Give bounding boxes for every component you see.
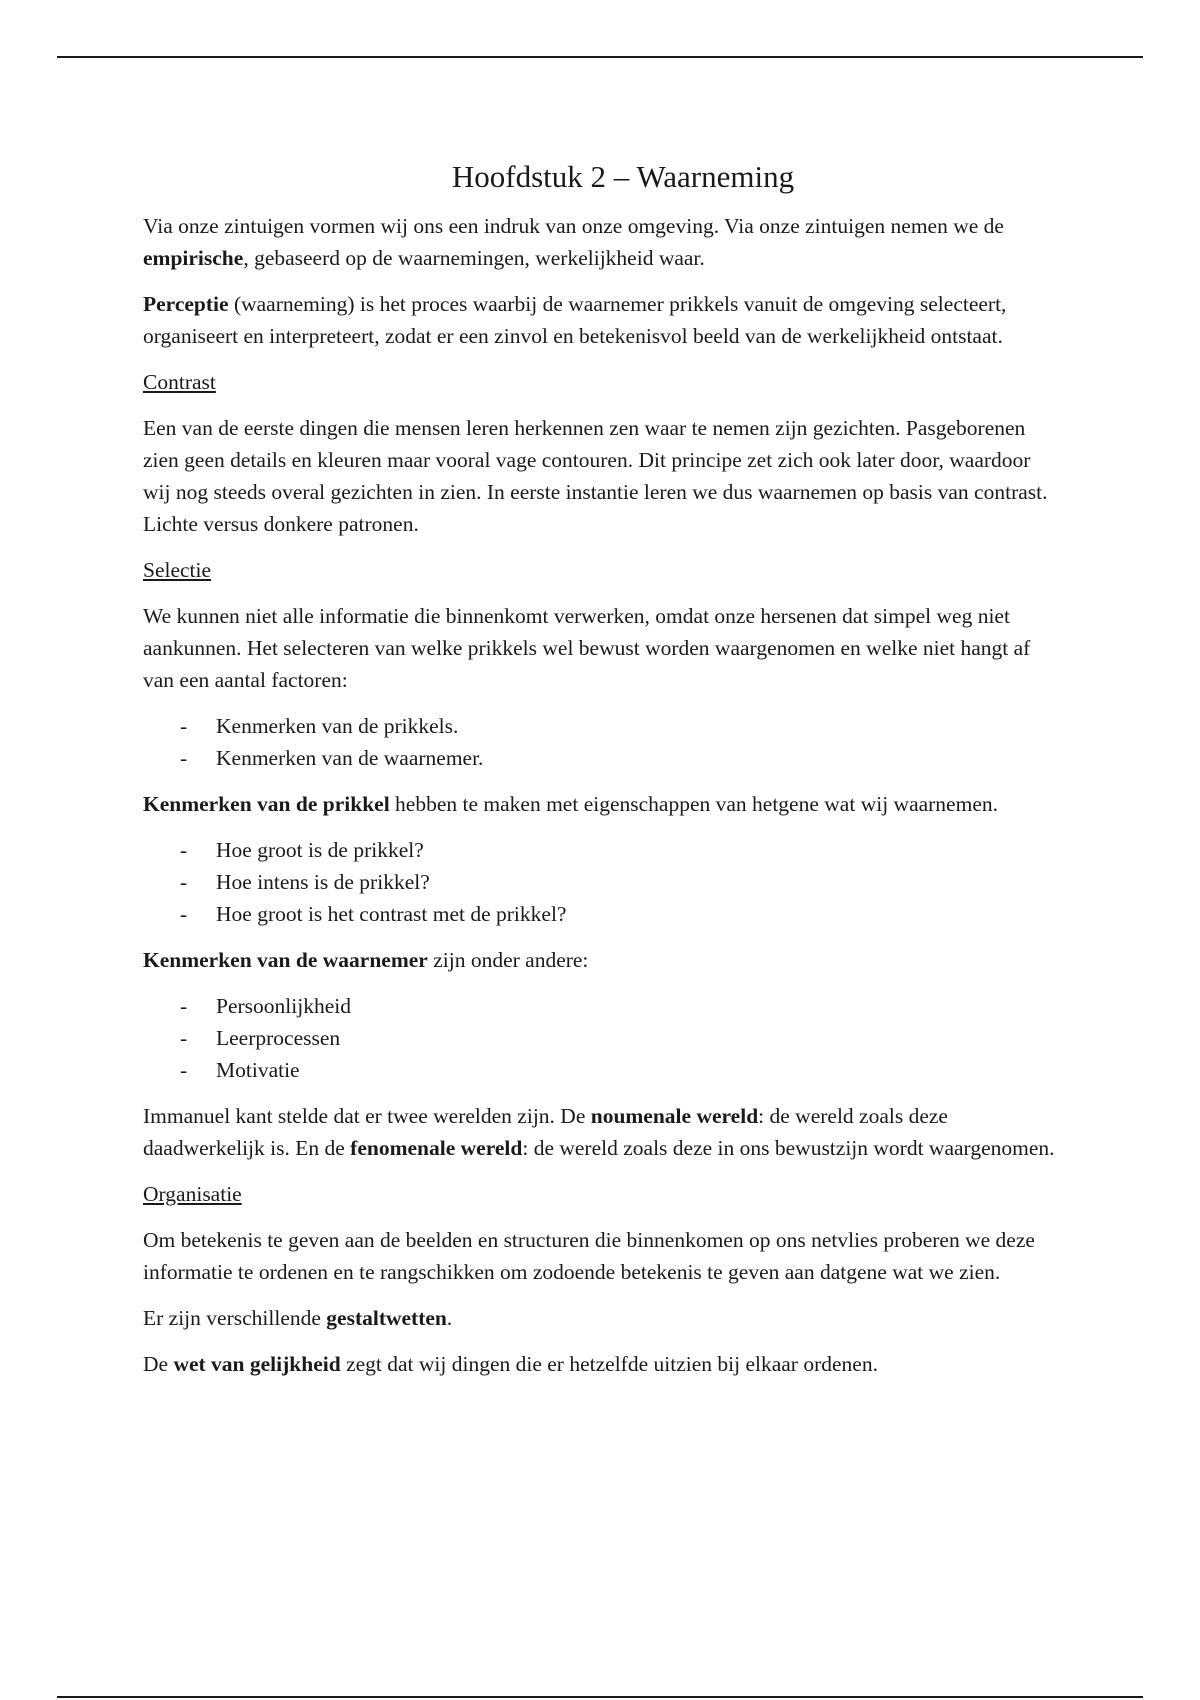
selectie-paragraph: We kunnen niet alle informatie die binnenkomt verwerken, omdat onze hersenen dat simpel weg niet aankunnen. Het selecteren van welke prikkels wel bewust worden waargenomen en welke niet hangt af van een aantal factoren:: [143, 604, 1031, 692]
bold-term-perceptie: Perceptie: [143, 292, 229, 316]
list-item-text: Persoonlijkheid: [216, 994, 351, 1018]
intro-paragraph: [143, 210, 1063, 274]
text-run: : de wereld zoals deze in ons bewustzijn wordt waargenomen.: [522, 1136, 1055, 1160]
list-item-text: Hoe groot is het contrast met de prikkel?: [216, 902, 567, 926]
list-item-text: Hoe intens is de prikkel?: [216, 870, 430, 894]
prikkel-paragraph: [143, 788, 1063, 820]
bold-term-noumenale: noumenale wereld: [590, 1104, 759, 1128]
document-body: [143, 158, 1063, 1394]
text-run: hebben te maken met eigenschappen van hetgene wat wij waarnemen.: [389, 792, 998, 816]
list-item-text: Leerprocessen: [216, 1026, 341, 1050]
gestalt-paragraph: [143, 1302, 1063, 1334]
heading-contrast: Contrast: [143, 370, 216, 394]
perceptie-paragraph: [143, 288, 1063, 352]
list-item: [143, 990, 1063, 1022]
list-item-text: Motivatie: [216, 1058, 300, 1082]
waarnemer-paragraph: [143, 944, 1063, 976]
footer-rule: [57, 1696, 1143, 1698]
list-item: [143, 866, 1063, 898]
bold-term-wet-gelijkheid: wet van gelijkheid: [173, 1352, 341, 1376]
chapter-title: Hoofdstuk 2 – Waarneming: [451, 159, 795, 194]
prikkel-list: [143, 834, 1063, 930]
dash-bullet: -: [180, 994, 188, 1018]
factor-list: [143, 710, 1063, 774]
text-run: , gebaseerd op de waarnemingen, werkelijkheid waar.: [243, 246, 705, 270]
text-run: zegt dat wij dingen die er hetzelfde uitzien bij elkaar ordenen.: [340, 1352, 878, 1376]
bold-term-empirische: empirische: [143, 246, 244, 270]
dash-bullet: -: [180, 902, 188, 926]
dash-bullet: -: [180, 1026, 188, 1050]
list-item: [143, 710, 1063, 742]
waarnemer-list: [143, 990, 1063, 1086]
text-run: zijn onder andere:: [427, 948, 589, 972]
text-run: : de wereld zoals deze daadwerkelijk is. En de: [143, 1104, 948, 1160]
organisatie-paragraph: Om betekenis te geven aan de beelden en structuren die binnenkomen op ons netvlies proberen we deze informatie te ordenen en te rangschikken om zodoende betekenis te geven aan datgene wat we zien.: [143, 1228, 1035, 1284]
list-item-text: Kenmerken van de prikkels.: [216, 714, 459, 738]
list-item: [143, 1022, 1063, 1054]
list-item: [143, 1054, 1063, 1086]
bold-term-kenmerken-prikkel: Kenmerken van de prikkel: [143, 792, 390, 816]
gelijkheid-paragraph: [143, 1348, 1063, 1380]
text-run: De: [143, 1352, 174, 1376]
dash-bullet: -: [180, 838, 188, 862]
heading-selectie: Selectie: [143, 558, 212, 582]
text-run: (waarneming) is het proces waarbij de waarnemer prikkels vanuit de omgeving selecteert, organiseert en interpreteert, zodat er een zinvol en betekenisvol beeld van de werkelijkheid ontstaat.: [143, 292, 1007, 348]
header-rule: [57, 56, 1143, 58]
kant-paragraph: [143, 1100, 1063, 1164]
list-item: [143, 834, 1063, 866]
list-item-text: Hoe groot is de prikkel?: [216, 838, 424, 862]
dash-bullet: -: [180, 1058, 188, 1082]
text-run: .: [446, 1306, 453, 1330]
dash-bullet: -: [180, 714, 188, 738]
dash-bullet: -: [180, 746, 188, 770]
list-item: [143, 898, 1063, 930]
list-item: [143, 742, 1063, 774]
heading-organisatie: Organisatie: [143, 1182, 242, 1206]
dash-bullet: -: [180, 870, 188, 894]
contrast-paragraph: Een van de eerste dingen die mensen leren herkennen zen waar te nemen zijn gezichten. Pasgeborenen zien geen details en kleuren maar vooral vage contouren. Dit principe zet zich ook later door, waardoor wij nog steeds overal gezichten in zien. In eerste instantie leren we dus waarnemen op basis van contrast. Lichte versus donkere patronen.: [143, 416, 1048, 536]
bold-term-fenomenale: fenomenale wereld: [350, 1136, 523, 1160]
bold-term-gestaltwetten: gestaltwetten: [326, 1306, 447, 1330]
bold-term-kenmerken-waarnemer: Kenmerken van de waarnemer: [143, 948, 428, 972]
list-item-text: Kenmerken van de waarnemer.: [216, 746, 484, 770]
text-run: Immanuel kant stelde dat er twee werelden zijn. De: [143, 1104, 591, 1128]
text-run: Er zijn verschillende: [143, 1306, 327, 1330]
text-run: Via onze zintuigen vormen wij ons een indruk van onze omgeving. Via onze zintuigen nemen we de: [143, 214, 1004, 238]
